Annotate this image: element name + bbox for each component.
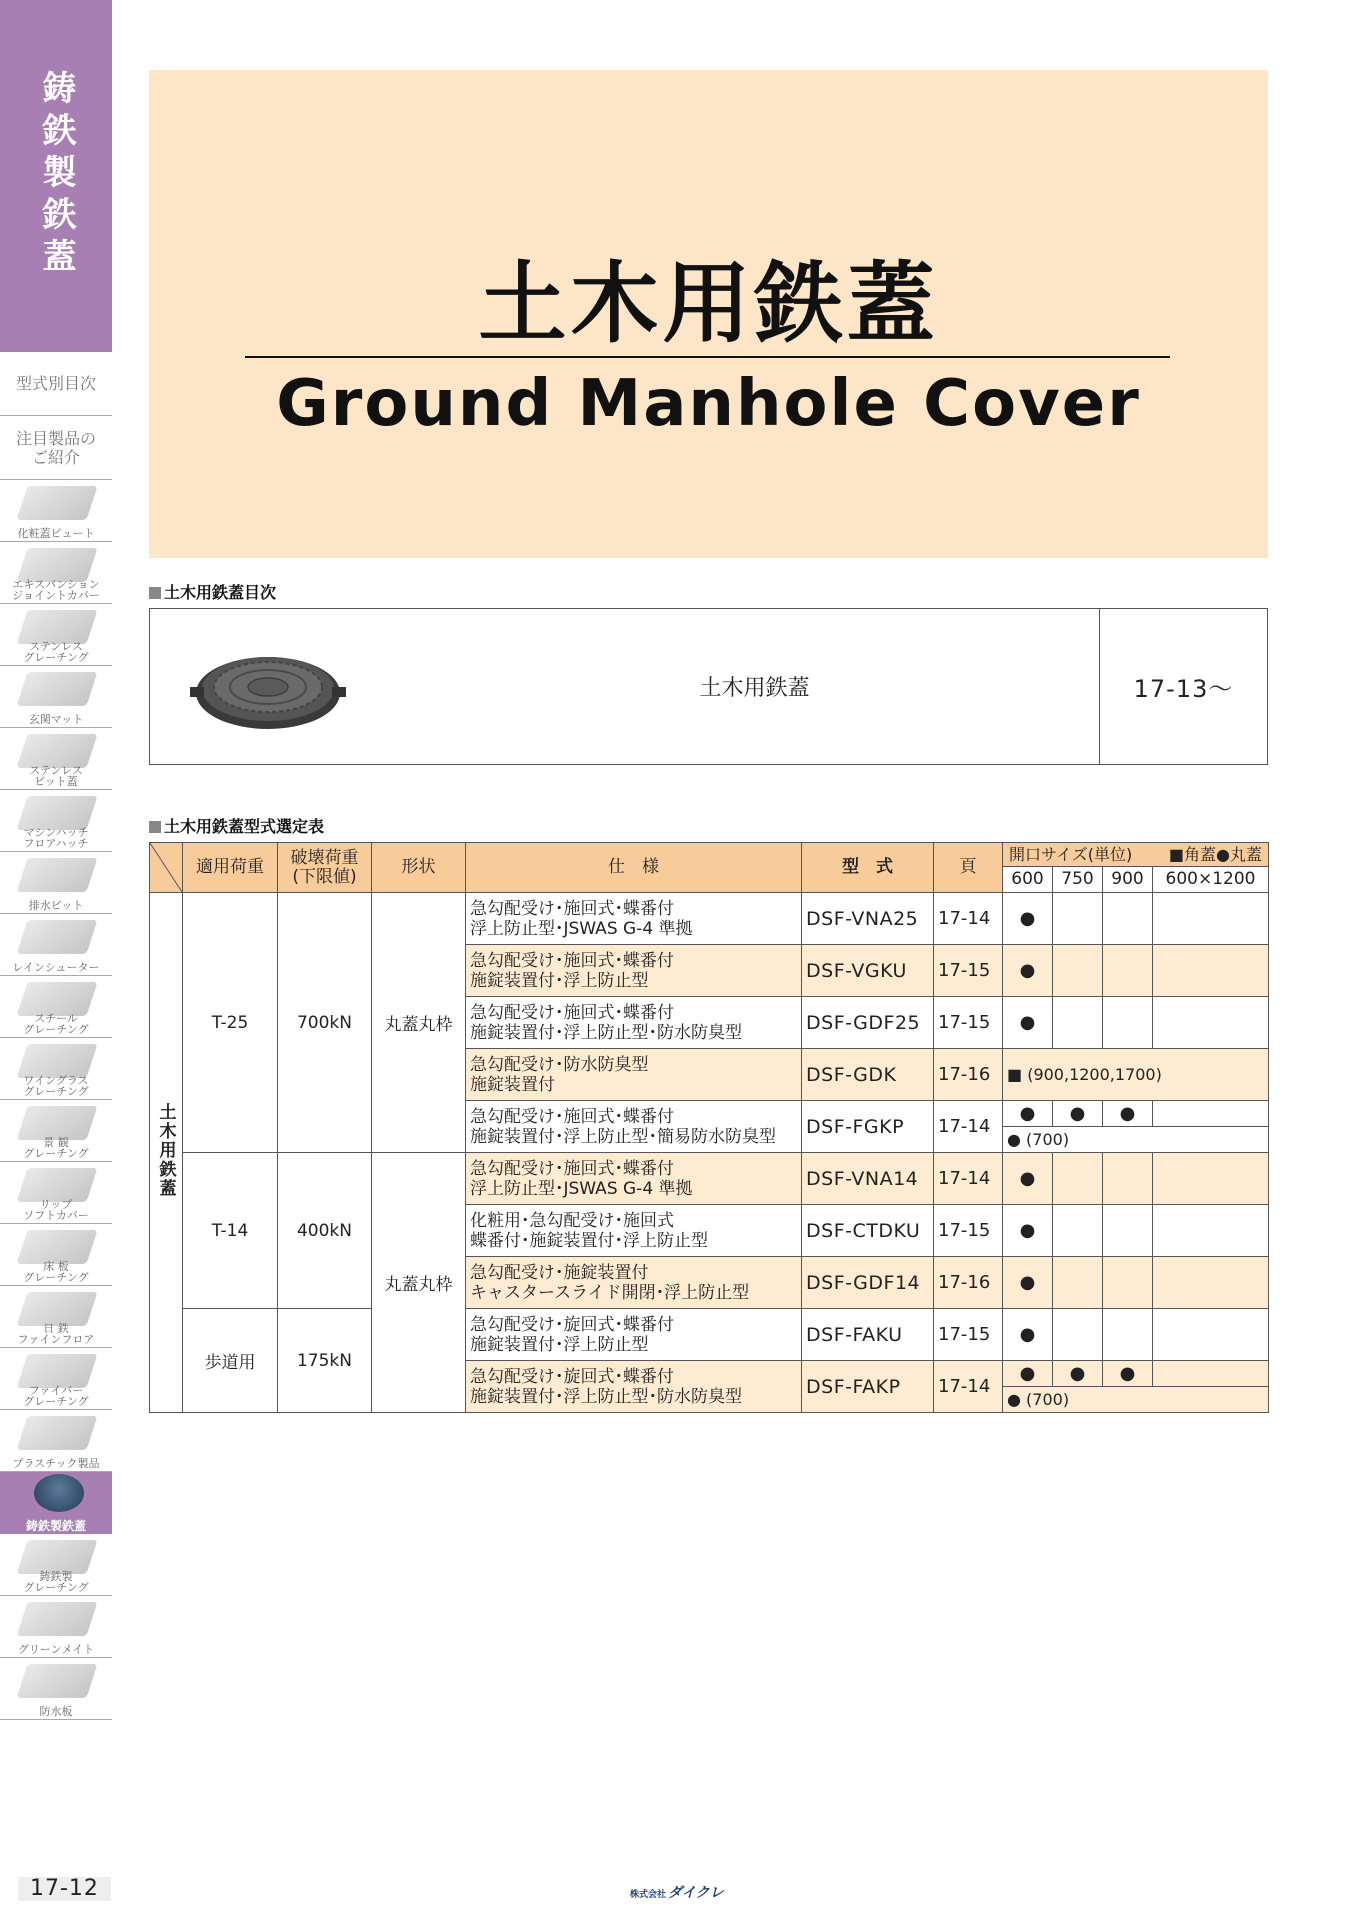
company-name: ダイクレ xyxy=(668,1885,724,1901)
product-thumbnail xyxy=(16,1168,97,1202)
spec-cell: 急勾配受け･施回式･蝶番付 施錠装置付･浮上防止型･簡易防水防臭型 xyxy=(466,1101,802,1153)
product-thumbnail xyxy=(16,610,97,644)
size-600-cell: ● xyxy=(1003,997,1053,1049)
sidebar-item-label: ステンレス ピット蓋 xyxy=(29,764,83,788)
size-750-cell xyxy=(1053,1257,1103,1309)
product-thumbnail xyxy=(16,548,97,582)
size-750-cell xyxy=(1053,1205,1103,1257)
manhole-cover-illustration xyxy=(150,609,410,766)
spec-cell: 急勾配受け･施錠装置付 キャスタースライド開閉･浮上防止型 xyxy=(466,1257,802,1309)
table-row xyxy=(150,1153,1269,1205)
size-750-cell: ● xyxy=(1053,1101,1103,1127)
size-600x1200-cell xyxy=(1153,893,1269,945)
size-600-cell: ● xyxy=(1003,1101,1053,1127)
sidebar-item-label: レインシューター xyxy=(12,961,100,974)
category-tab-label: 鋳鉄製鉄蓋 xyxy=(36,70,76,280)
category-label: 土木用鉄蓋 xyxy=(155,1102,176,1198)
page-number: 17-12 xyxy=(18,1877,111,1901)
spec-cell: 急勾配受け･施回式･蝶番付 施錠装置付･浮上防止型 xyxy=(466,945,802,997)
sidebar-link-model-index[interactable]: 型式別目次 xyxy=(0,352,112,416)
toc-product-name: 土木用鉄蓋 xyxy=(699,676,810,701)
size-900-cell xyxy=(1103,945,1153,997)
spec-cell: 急勾配受け･旋回式･蝶番付 施錠装置付･浮上防止型 xyxy=(466,1309,802,1361)
size-600-cell: ● xyxy=(1003,945,1053,997)
product-thumbnail xyxy=(16,1540,97,1574)
model-cell[interactable]: DSF-CTDKU xyxy=(802,1205,934,1257)
header-size: 開口サイズ(単位) xyxy=(1009,845,1133,864)
size-600x1200-cell xyxy=(1153,1309,1269,1361)
sidebar-link-featured[interactable]: 注目製品の ご紹介 xyxy=(0,416,112,480)
sidebar-item-5[interactable] xyxy=(0,790,112,852)
spec-cell: 急勾配受け･旋回式･蝶番付 施錠装置付･浮上防止型･防水防臭型 xyxy=(466,1361,802,1413)
size-750-cell xyxy=(1053,1153,1103,1205)
toc-box[interactable] xyxy=(149,608,1268,765)
header-size-group xyxy=(1003,843,1269,867)
sidebar-item-15[interactable] xyxy=(0,1410,112,1472)
product-thumbnail xyxy=(16,1602,97,1636)
size-note-cell: ● (700) xyxy=(1003,1127,1269,1153)
product-thumbnail xyxy=(16,1230,97,1264)
product-thumbnail xyxy=(16,982,97,1016)
page-cell[interactable]: 17-16 xyxy=(934,1049,1003,1101)
sidebar-item-label: ステンレス グレーチング xyxy=(23,640,89,664)
size-750-cell xyxy=(1053,893,1103,945)
sidebar-item-label: リップ ソフトカバー xyxy=(23,1198,89,1222)
product-thumbnail xyxy=(16,1106,97,1140)
size-600-cell: ● xyxy=(1003,1205,1053,1257)
sidebar-item-label: エキスパンション ジョイントカバー xyxy=(12,578,100,602)
size-note-cell: ■ (900,1200,1700) xyxy=(1003,1049,1269,1101)
header-shape: 形状 xyxy=(372,843,466,893)
page-cell[interactable]: 17-16 xyxy=(934,1257,1003,1309)
size-900-cell xyxy=(1103,1153,1153,1205)
table-heading: 土木用鉄蓋型式選定表 xyxy=(149,814,324,837)
size-750-cell xyxy=(1053,1309,1103,1361)
product-thumbnail xyxy=(16,858,97,892)
size-900-cell: ● xyxy=(1103,1361,1153,1387)
size-600-cell: ● xyxy=(1003,1309,1053,1361)
model-cell[interactable]: DSF-GDF25 xyxy=(802,997,934,1049)
toc-page-ref: 17-13〜 xyxy=(1099,609,1267,764)
category-tab[interactable] xyxy=(0,0,112,352)
model-cell[interactable]: DSF-FGKP xyxy=(802,1101,934,1153)
page-cell[interactable]: 17-15 xyxy=(934,997,1003,1049)
model-selection-table xyxy=(149,842,1269,1413)
category-cell xyxy=(150,893,183,1413)
size-900-cell xyxy=(1103,1205,1153,1257)
page-cell[interactable]: 17-15 xyxy=(934,1309,1003,1361)
product-thumbnail xyxy=(16,796,97,830)
sidebar-item-label: 化粧蓋ピュート xyxy=(17,527,95,540)
page-cell[interactable]: 17-14 xyxy=(934,893,1003,945)
page-cell[interactable]: 17-15 xyxy=(934,945,1003,997)
sidebar-item-3[interactable] xyxy=(0,666,112,728)
header-load: 適用荷重 xyxy=(183,843,278,893)
sidebar-item-4[interactable] xyxy=(0,728,112,790)
size-900-cell xyxy=(1103,1257,1153,1309)
header-legend: ■角蓋●丸蓋 xyxy=(1168,845,1262,864)
header-spec: 仕 様 xyxy=(466,843,802,893)
sidebar-item-label: ファイバー グレーチング xyxy=(23,1384,89,1408)
manhole-cover-image xyxy=(150,609,410,764)
model-cell[interactable]: DSF-GDF14 xyxy=(802,1257,934,1309)
sidebar-item-19[interactable] xyxy=(0,1658,112,1720)
model-cell[interactable]: DSF-FAKP xyxy=(802,1361,934,1413)
size-900-cell xyxy=(1103,1309,1153,1361)
model-cell[interactable]: DSF-GDK xyxy=(802,1049,934,1101)
sidebar-item-label: プラスチック製品 xyxy=(12,1457,100,1470)
header-size-900: 900 xyxy=(1103,867,1153,893)
sidebar-item-9[interactable] xyxy=(0,1038,112,1100)
product-thumbnail xyxy=(16,1664,97,1698)
sidebar-item-label: ワイングラス グレーチング xyxy=(23,1074,89,1098)
sidebar-item-11[interactable] xyxy=(0,1162,112,1224)
spec-cell: 急勾配受け･施回式･蝶番付 浮上防止型･JSWAS G-4 準拠 xyxy=(466,1153,802,1205)
load-t25: T-25 xyxy=(183,893,278,1153)
page-cell[interactable]: 17-14 xyxy=(934,1101,1003,1153)
sidebar-item-12[interactable] xyxy=(0,1224,112,1286)
sidebar-item-16-active[interactable] xyxy=(0,1472,112,1534)
page-title-jp: 土木用鉄蓋 xyxy=(478,252,939,355)
break-400: 400kN xyxy=(278,1153,372,1309)
sidebar-item-0[interactable] xyxy=(0,480,112,542)
sidebar-item-label: 鋳鉄製鉄蓋 xyxy=(25,1519,86,1533)
page-cell[interactable]: 17-14 xyxy=(934,1153,1003,1205)
size-600-cell: ● xyxy=(1003,893,1053,945)
sidebar-item-label: 防水板 xyxy=(39,1705,73,1718)
sidebar-item-label: 景 観 グレーチング xyxy=(23,1136,89,1160)
sidebar-item-17[interactable] xyxy=(0,1534,112,1596)
product-thumbnail xyxy=(16,672,97,706)
size-note-cell: ● (700) xyxy=(1003,1387,1269,1413)
table-row xyxy=(150,893,1269,945)
header-page: 頁 xyxy=(934,843,1003,893)
size-600x1200-cell xyxy=(1153,1101,1269,1127)
size-600x1200-cell xyxy=(1153,1205,1269,1257)
break-700: 700kN xyxy=(278,893,372,1153)
sidebar-item-2[interactable] xyxy=(0,604,112,666)
sidebar-item-8[interactable] xyxy=(0,976,112,1038)
size-900-cell xyxy=(1103,893,1153,945)
spec-cell: 化粧用･急勾配受け･施回式 蝶番付･施錠装置付･浮上防止型 xyxy=(466,1205,802,1257)
sidebar-item-label: マシンハッチ フロアハッチ xyxy=(23,826,89,850)
header-corner xyxy=(150,843,183,893)
header-model: 型 式 xyxy=(802,843,934,893)
sidebar-item-label: 排水ピット xyxy=(28,899,84,912)
sidebar-item-6[interactable] xyxy=(0,852,112,914)
size-600x1200-cell xyxy=(1153,997,1269,1049)
sidebar-item-1[interactable] xyxy=(0,542,112,604)
company-prefix: 株式会社 xyxy=(630,1890,667,1900)
size-900-cell xyxy=(1103,997,1153,1049)
size-600x1200-cell xyxy=(1153,1153,1269,1205)
product-thumbnail xyxy=(16,1416,97,1450)
break-175: 175kN xyxy=(278,1309,372,1413)
size-600-cell: ● xyxy=(1003,1153,1053,1205)
table-row xyxy=(150,1309,1269,1361)
company-logo xyxy=(630,1882,723,1902)
header-size-750: 750 xyxy=(1053,867,1103,893)
size-600x1200-cell xyxy=(1153,945,1269,997)
product-thumbnail xyxy=(16,486,97,520)
shape-lower: 丸蓋丸枠 xyxy=(372,1153,466,1413)
toc-heading: 土木用鉄蓋目次 xyxy=(149,580,276,603)
header-size-600: 600 xyxy=(1003,867,1053,893)
size-600x1200-cell xyxy=(1153,1361,1269,1387)
title-divider xyxy=(245,356,1170,358)
header-size-600x1200: 600×1200 xyxy=(1153,867,1269,893)
sidebar-nav xyxy=(0,352,112,1720)
shape-t25: 丸蓋丸枠 xyxy=(372,893,466,1153)
sidebar-item-14[interactable] xyxy=(0,1348,112,1410)
load-walk: 歩道用 xyxy=(183,1309,278,1413)
sidebar-item-label: スチール グレーチング xyxy=(23,1012,89,1036)
page-title-en: Ground Manhole Cover xyxy=(276,367,1141,441)
size-900-cell: ● xyxy=(1103,1101,1153,1127)
product-thumbnail xyxy=(16,734,97,768)
size-600-cell: ● xyxy=(1003,1257,1053,1309)
product-thumbnail xyxy=(16,1354,97,1388)
manhole-thumbnail xyxy=(34,1474,84,1512)
size-600-cell: ● xyxy=(1003,1361,1053,1387)
sidebar-item-label: グリーンメイト xyxy=(17,1643,95,1656)
spec-cell: 急勾配受け･防水防臭型 施錠装置付 xyxy=(466,1049,802,1101)
model-cell[interactable]: DSF-FAKU xyxy=(802,1309,934,1361)
size-750-cell xyxy=(1053,997,1103,1049)
title-panel xyxy=(149,70,1268,558)
page-cell[interactable]: 17-14 xyxy=(934,1361,1003,1413)
spec-cell: 急勾配受け･施回式･蝶番付 浮上防止型･JSWAS G-4 準拠 xyxy=(466,893,802,945)
header-break-load: 破壊荷重 (下限値) xyxy=(278,843,372,893)
product-thumbnail xyxy=(16,920,97,954)
spec-cell: 急勾配受け･施回式･蝶番付 施錠装置付･浮上防止型･防水防臭型 xyxy=(466,997,802,1049)
sidebar-item-label: 床 板 グレーチング xyxy=(23,1260,89,1284)
sidebar-item-7[interactable] xyxy=(0,914,112,976)
product-thumbnail xyxy=(16,1292,97,1326)
load-t14: T-14 xyxy=(183,1153,278,1309)
size-600x1200-cell xyxy=(1153,1257,1269,1309)
page-cell[interactable]: 17-15 xyxy=(934,1205,1003,1257)
sidebar-item-13[interactable] xyxy=(0,1286,112,1348)
size-750-cell: ● xyxy=(1053,1361,1103,1387)
sidebar-item-10[interactable] xyxy=(0,1100,112,1162)
size-750-cell xyxy=(1053,945,1103,997)
sidebar-item-label: 玄関マット xyxy=(28,713,84,726)
sidebar-item-18[interactable] xyxy=(0,1596,112,1658)
sidebar-item-label: 鋳鉄製 グレーチング xyxy=(23,1570,89,1594)
model-cell[interactable]: DSF-VNA14 xyxy=(802,1153,934,1205)
model-cell[interactable]: DSF-VNA25 xyxy=(802,893,934,945)
product-thumbnail xyxy=(16,1044,97,1078)
model-cell[interactable]: DSF-VGKU xyxy=(802,945,934,997)
sidebar-item-label: 日 鉄 ファインフロア xyxy=(17,1322,95,1346)
